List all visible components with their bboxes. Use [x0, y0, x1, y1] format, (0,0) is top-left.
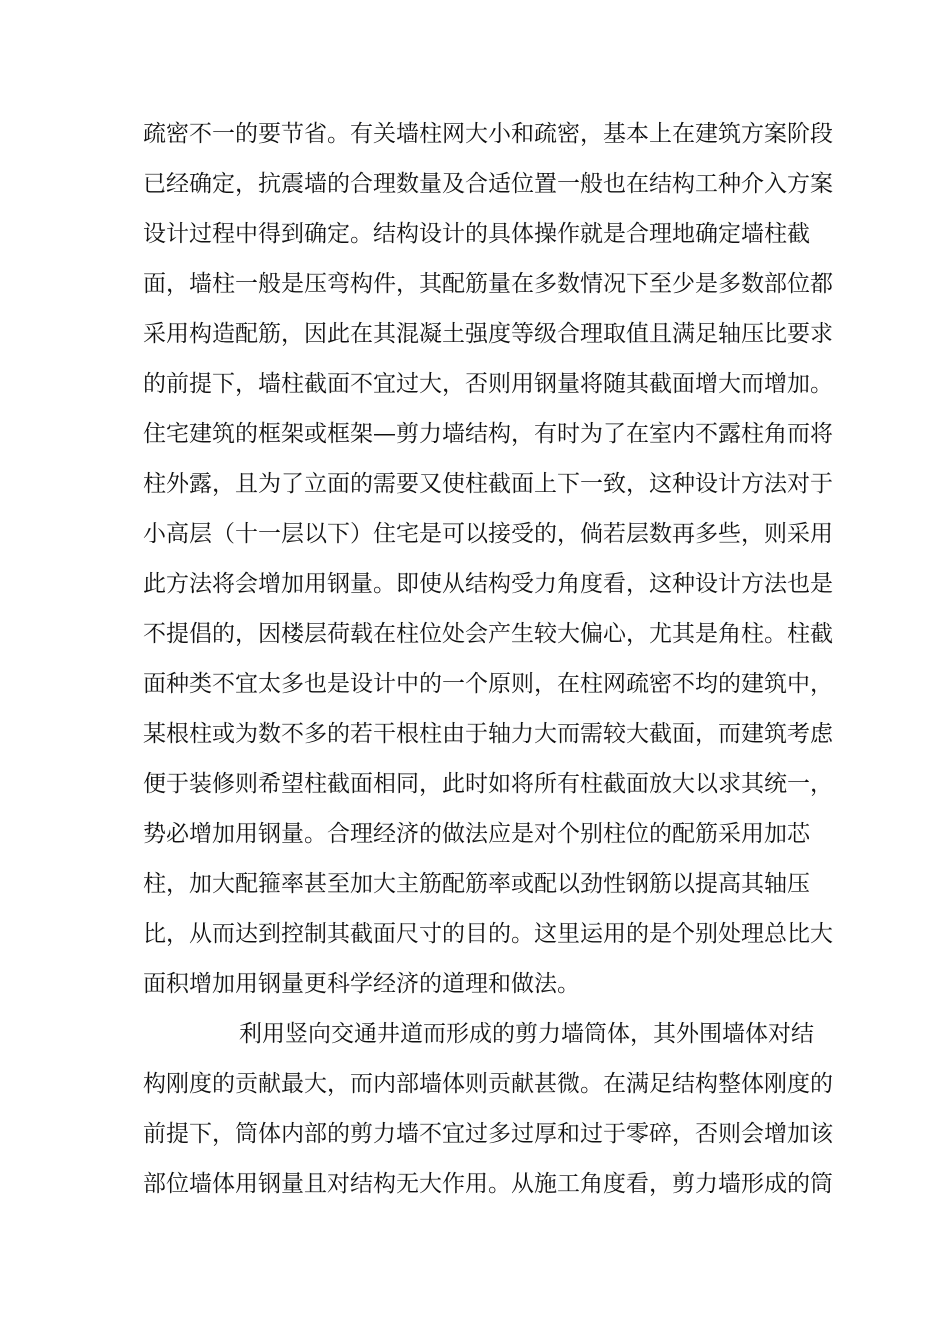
paragraph-1-line: 疏密不一的要节省。有关墙柱网大小和疏密，基本上在建筑方案阶段 [143, 121, 833, 147]
paragraph-1-line: 已经确定，抗震墙的合理数量及合适位置一般也在结构工种介入方案 [143, 171, 833, 197]
paragraph-1-line: 某根柱或为数不多的若干根柱由于轴力大而需较大截面，而建筑考虑 [143, 721, 833, 747]
paragraph-1-line: 柱，加大配箍率甚至加大主筋配筋率或配以劲性钢筋以提高其轴压 [143, 871, 810, 897]
paragraph-1-line: 势必增加用钢量。合理经济的做法应是对个别柱位的配筋采用加芯 [143, 821, 810, 847]
paragraph-1-line: 不提倡的，因楼层荷载在柱位处会产生较大偏心，尤其是角柱。柱截 [143, 621, 833, 647]
paragraph-1-line: 此方法将会增加用钢量。即使从结构受力角度看，这种设计方法也是 [143, 571, 833, 597]
paragraph-1-line: 面积增加用钢量更科学经济的道理和做法。 [143, 971, 580, 997]
paragraph-1-line: 的前提下，墙柱截面不宜过大，否则用钢量将随其截面增大而增加。 [143, 371, 833, 397]
paragraph-1-line: 住宅建筑的框架或框架—剪力墙结构，有时为了在室内不露柱角而将 [143, 421, 833, 447]
paragraph-1-line: 采用构造配筋，因此在其混凝土强度等级合理取值且满足轴压比要求 [143, 321, 833, 347]
paragraph-2-line: 部位墙体用钢量且对结构无大作用。从施工角度看，剪力墙形成的筒 [143, 1171, 833, 1197]
paragraph-1-line: 面，墙柱一般是压弯构件，其配筋量在多数情况下至少是多数部位都 [143, 271, 833, 297]
paragraph-1-line: 面种类不宜太多也是设计中的一个原则，在柱网疏密不均的建筑中， [143, 671, 833, 697]
paragraph-2-line: 利用竖向交通井道而形成的剪力墙筒体，其外围墙体对结 [239, 1021, 814, 1047]
paragraph-1-line: 便于装修则希望柱截面相同，此时如将所有柱截面放大以求其统一， [143, 771, 833, 797]
paragraph-2-line: 前提下，筒体内部的剪力墙不宜过多过厚和过于零碎，否则会增加该 [143, 1121, 833, 1147]
paragraph-1-line: 柱外露，且为了立面的需要又使柱截面上下一致，这种设计方法对于 [143, 471, 833, 497]
paragraph-1-line: 设计过程中得到确定。结构设计的具体操作就是合理地确定墙柱截 [143, 221, 810, 247]
paragraph-2-line: 构刚度的贡献最大，而内部墙体则贡献甚微。在满足结构整体刚度的 [143, 1071, 833, 1097]
paragraph-1-line: 小高层（十一层以下）住宅是可以接受的，倘若层数再多些，则采用 [143, 521, 833, 547]
paragraph-1-line: 比，从而达到控制其截面尺寸的目的。这里运用的是个别处理总比大 [143, 921, 833, 947]
